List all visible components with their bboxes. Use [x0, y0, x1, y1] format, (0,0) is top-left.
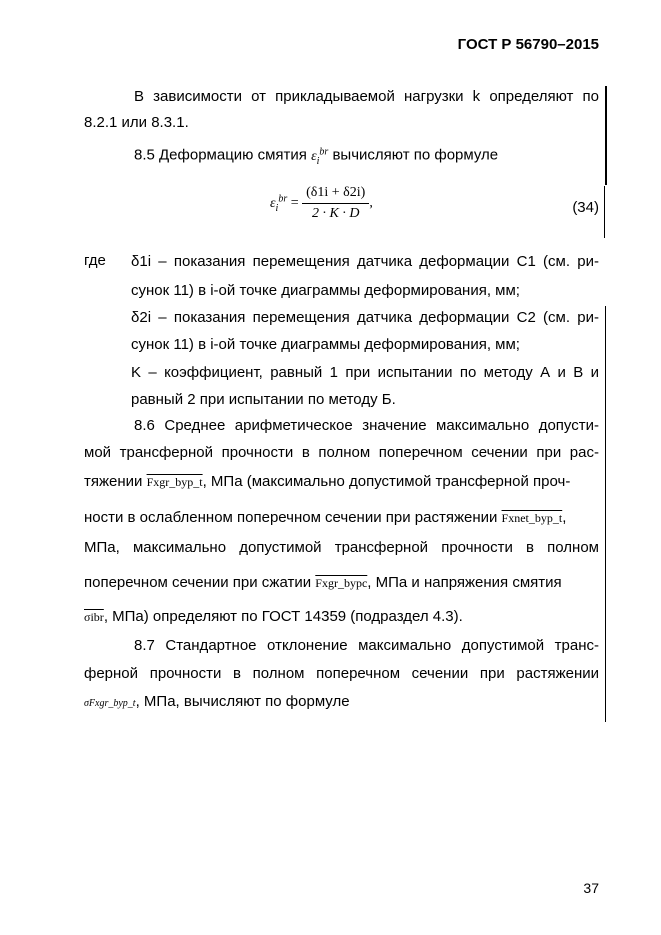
formula-fraction	[302, 184, 369, 223]
document-header: ГОСТ Р 56790–2015	[457, 36, 599, 53]
strength-symbol: Fxnet_byp_t	[501, 511, 563, 525]
revision-bar	[605, 306, 606, 722]
formula-34	[270, 184, 373, 223]
definition-line: сунок 11) в i-ой точке диаграммы деформирования, мм;	[131, 336, 520, 353]
strength-symbol: Fxgr_byp_t	[146, 475, 203, 489]
formula-number: (34)	[572, 199, 599, 216]
text-fragment: , МПа) определяют по ГОСТ 14359 (подраздел 4.3).	[103, 608, 463, 625]
definition-line: δ1i – показания перемещения датчика деформации С1 (см. ри-	[131, 253, 599, 270]
definition-line: сунок 11) в i-ой точке диаграммы деформирования, мм;	[131, 282, 520, 299]
formula-lhs: $\varepsilon_i^{br}$	[270, 193, 288, 214]
paragraph-line	[84, 607, 599, 627]
paragraph-line	[84, 508, 599, 528]
paragraph-line: 8.6 Среднее арифметическое значение максимально допусти-	[134, 417, 599, 434]
definition-line: δ2i – показания перемещения датчика деформации С2 (см. ри-	[131, 309, 599, 326]
revision-bar	[605, 86, 607, 185]
formula-denominator: 2 · K · D	[312, 206, 360, 221]
text-fragment: ности в ослабленном поперечном сечении при растяжении	[84, 509, 502, 526]
std-deviation-symbol: σFxgr_byp_t	[84, 698, 136, 709]
text-fragment: , МПа и напряжения смятия	[367, 574, 562, 591]
definition-line: равный 2 при испытании по методу Б.	[131, 391, 396, 408]
text-fragment: вычисляют по формуле	[328, 146, 499, 164]
paragraph-line	[84, 692, 599, 712]
equals-sign: =	[287, 195, 303, 211]
paragraph-line: В зависимости от прикладываемой нагрузки k определяют по	[134, 88, 599, 105]
text-fragment: ,	[562, 509, 567, 526]
paragraph-line	[84, 573, 599, 593]
paragraph-line: МПа, максимально допустимой трансферной прочности в полном	[84, 539, 599, 556]
bearing-stress-symbol: σibr	[84, 610, 104, 624]
text-fragment: тяжении	[84, 473, 147, 490]
paragraph-line: 8.7 Стандартное отклонение максимально допустимой транс-	[134, 637, 599, 654]
paragraph-line	[84, 472, 599, 492]
section-8-5-line	[134, 142, 649, 167]
page-number: 37	[583, 880, 599, 896]
text-fragment: 8.5 Деформацию смятия	[134, 146, 312, 164]
paragraph-line: 8.2.1 или 8.3.1.	[84, 114, 189, 131]
text-fragment: , МПа (максимально допустимой трансферной проч-	[202, 473, 571, 490]
where-label: где	[84, 252, 106, 269]
strength-symbol: Fxgr_bypc	[315, 576, 368, 590]
revision-bar	[604, 186, 605, 238]
text-fragment: поперечном сечении при сжатии	[84, 574, 316, 591]
formula-comma: ,	[369, 195, 373, 211]
strain-symbol: $\varepsilon_i^{br}$	[311, 146, 329, 167]
paragraph-line: мой трансферной прочности в полном поперечном сечении при рас-	[84, 444, 599, 461]
formula-numerator: (δ1i + δ2i)	[302, 184, 369, 204]
definition-line: K – коэффициент, равный 1 при испытании по методу А и В и	[131, 364, 599, 381]
paragraph-line: ферной прочности в полном поперечном сечении при растяжении	[84, 665, 599, 682]
text-fragment: , МПа, вычисляют по формуле	[135, 693, 350, 710]
